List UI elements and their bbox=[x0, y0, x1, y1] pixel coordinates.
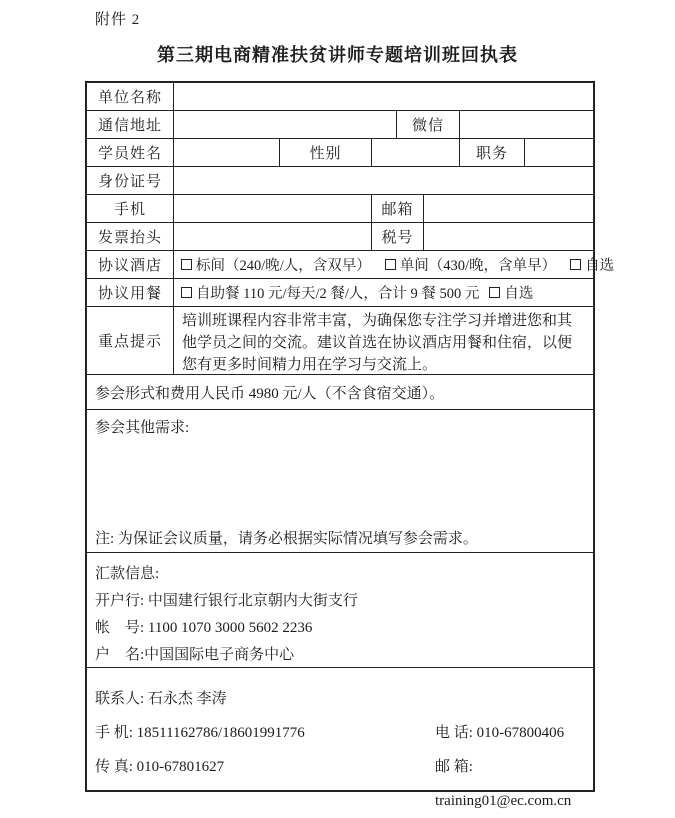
remittance-account-name: 户 名:中国国际电子商务中心 bbox=[95, 647, 295, 663]
row-unit-name bbox=[87, 83, 593, 111]
gender-field[interactable] bbox=[372, 139, 460, 166]
contact-phone: 电 话: 010-67800406 bbox=[435, 725, 565, 741]
remittance-account-number: 帐 号: 1100 1070 3000 5602 2236 bbox=[95, 620, 313, 636]
remittance-title: 汇款信息: bbox=[95, 566, 160, 582]
checkbox-single-room[interactable] bbox=[385, 259, 396, 270]
row-student bbox=[87, 139, 593, 167]
meal-self-choice-label: 自选 bbox=[504, 286, 534, 302]
email-field[interactable] bbox=[424, 195, 593, 222]
address-label: 通信地址 bbox=[87, 111, 174, 138]
standard-room-option-label: 标间（240/晚/人，含双早） bbox=[196, 258, 371, 274]
tax-number-label: 税号 bbox=[372, 223, 424, 250]
single-room-option-label: 单间（430/晚，含单早） bbox=[399, 258, 557, 274]
row-other-needs bbox=[87, 410, 593, 553]
needs-note-text: 注: 为保证会议质量，请务必根据实际情况填写参会需求。 bbox=[95, 531, 478, 547]
unit-name-label: 单位名称 bbox=[87, 83, 174, 110]
highlight-label: 重点提示 bbox=[87, 307, 174, 374]
contact-mobile: 手 机: 18511162786/18601991776 bbox=[95, 725, 305, 741]
position-label: 职务 bbox=[460, 139, 525, 166]
hotel-self-choice-label: 自选 bbox=[585, 258, 615, 274]
meal-label: 协议用餐 bbox=[87, 279, 174, 306]
wechat-label: 微信 bbox=[397, 111, 460, 138]
contact-persons: 联系人: 石永杰 李涛 bbox=[95, 691, 227, 707]
hotel-label: 协议酒店 bbox=[87, 251, 174, 278]
unit-name-field[interactable] bbox=[174, 83, 593, 110]
invoice-title-label: 发票抬头 bbox=[87, 223, 174, 250]
row-mobile bbox=[87, 195, 593, 223]
mobile-field[interactable] bbox=[174, 195, 372, 222]
remittance-block bbox=[87, 553, 593, 667]
address-field[interactable] bbox=[174, 111, 397, 138]
tax-number-field[interactable] bbox=[424, 223, 593, 250]
contact-fax: 传 真: 010-67801627 bbox=[95, 759, 225, 775]
student-name-label: 学员姓名 bbox=[87, 139, 174, 166]
checkbox-buffet[interactable] bbox=[181, 287, 192, 298]
meal-options bbox=[174, 279, 593, 306]
mobile-label: 手机 bbox=[87, 195, 174, 222]
email-label: 邮箱 bbox=[372, 195, 424, 222]
contact-email: 邮 箱: training01@ec.com.cn bbox=[435, 759, 572, 809]
highlight-text: 培训班课程内容非常丰富，为确保您专注学习并增进您和其他学员之间的交流。建议首选在协议酒店用餐和住宿，以便您有更多时间精力用在学习与交流上。 bbox=[182, 313, 573, 373]
row-id-number bbox=[87, 167, 593, 195]
buffet-option-label: 自助餐 110 元/每天/2 餐/人，合计 9 餐 500 元 bbox=[196, 286, 480, 302]
row-remittance bbox=[87, 553, 593, 668]
fee-text: 参会形式和费用人民币 4980 元/人（不含食宿交通）。 bbox=[95, 385, 445, 402]
row-meal bbox=[87, 279, 593, 307]
position-field[interactable] bbox=[525, 139, 593, 166]
checkbox-meal-self-choice[interactable] bbox=[489, 287, 500, 298]
row-fee bbox=[87, 375, 593, 410]
checkbox-standard-room[interactable] bbox=[181, 259, 192, 270]
checkbox-hotel-self-choice[interactable] bbox=[570, 259, 581, 270]
other-needs-cell[interactable] bbox=[87, 410, 593, 552]
student-name-field[interactable] bbox=[174, 139, 280, 166]
attachment-label: 附件 2 bbox=[95, 12, 141, 28]
page-title: 第三期电商精准扶贫讲师专题培训班回执表 bbox=[157, 45, 518, 65]
id-number-label: 身份证号 bbox=[87, 167, 174, 194]
invoice-title-field[interactable] bbox=[174, 223, 372, 250]
hotel-options bbox=[174, 251, 621, 278]
gender-label: 性别 bbox=[280, 139, 372, 166]
remittance-bank: 开户行: 中国建行银行北京朝内大街支行 bbox=[95, 593, 358, 609]
row-hotel bbox=[87, 251, 615, 279]
row-invoice bbox=[87, 223, 593, 251]
wechat-field[interactable] bbox=[460, 111, 593, 138]
contact-block bbox=[87, 668, 593, 809]
other-needs-label: 参会其他需求: bbox=[95, 420, 190, 436]
row-address bbox=[87, 111, 593, 139]
row-contact bbox=[87, 668, 593, 809]
row-highlight bbox=[87, 307, 593, 375]
reply-form-table bbox=[85, 81, 615, 809]
id-number-field[interactable] bbox=[174, 167, 593, 194]
